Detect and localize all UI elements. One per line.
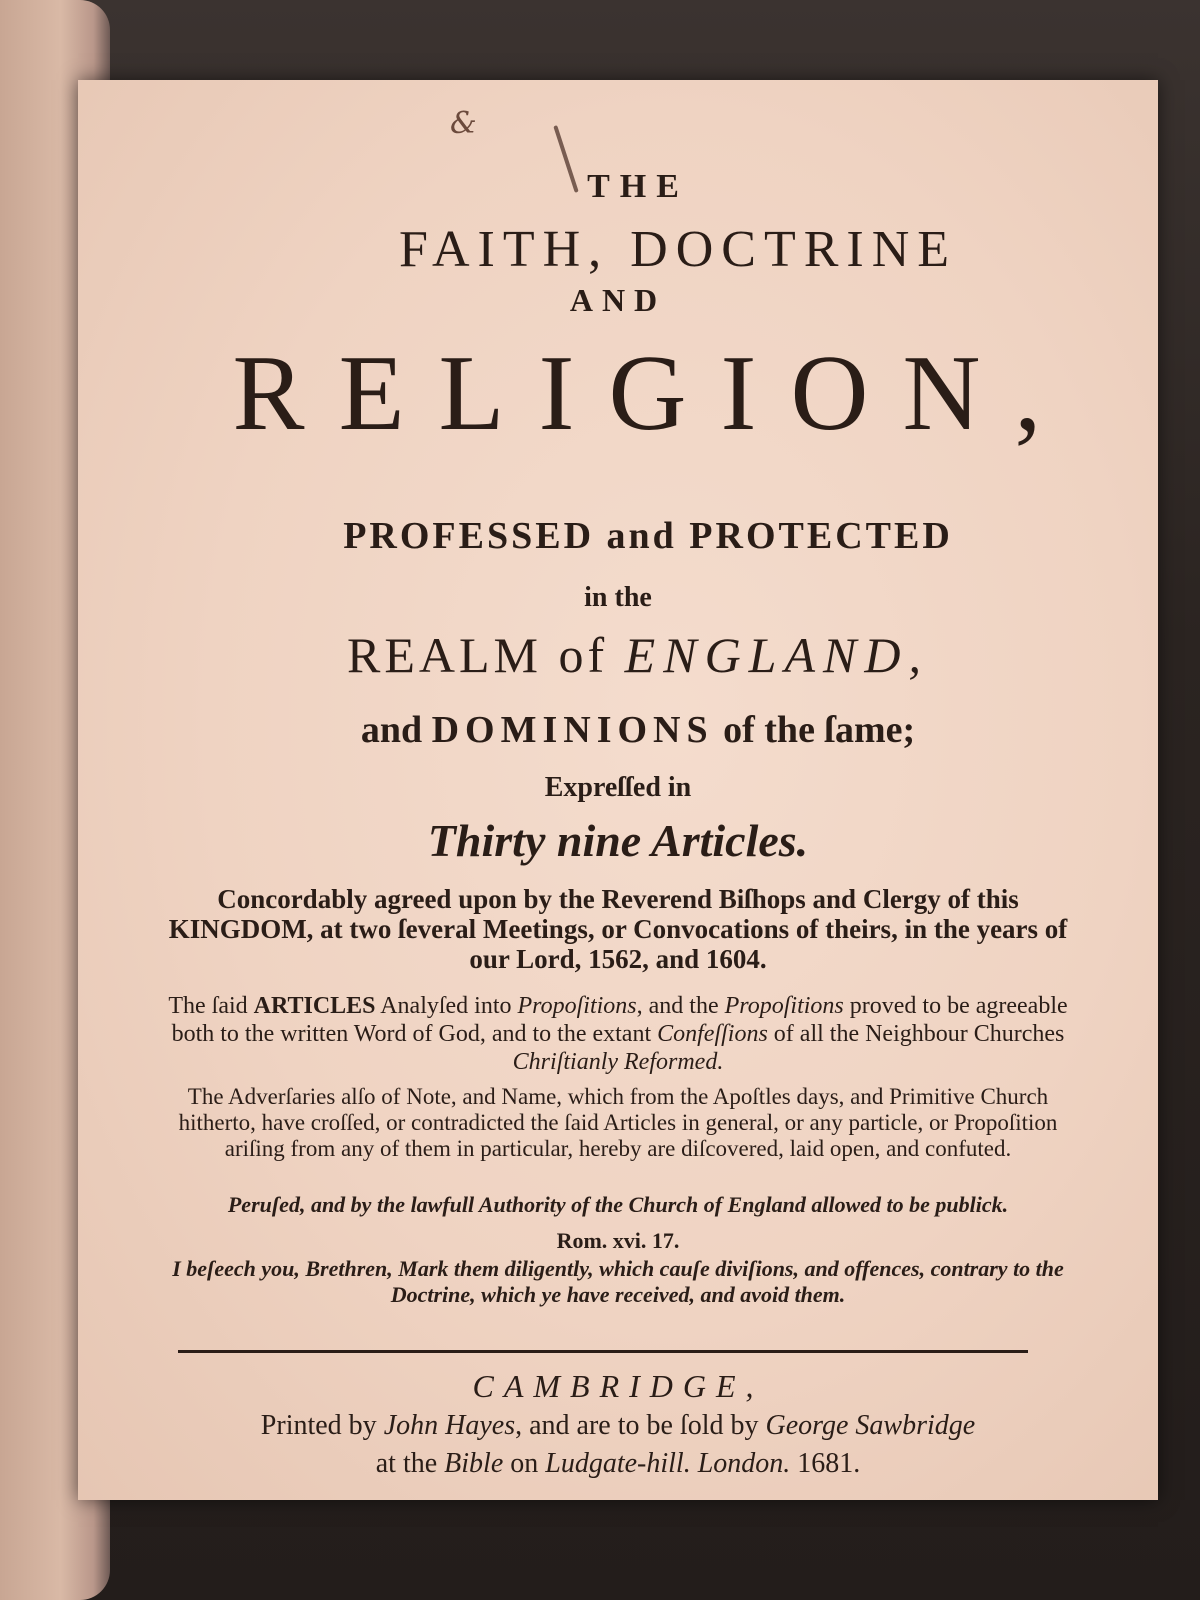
articles-word: ARTICLES — [253, 993, 376, 1019]
handwritten-mark: & — [450, 106, 477, 141]
articles-text-1: The ſaid — [168, 993, 254, 1019]
printer-name: John Hayes — [383, 1410, 516, 1441]
bible-sign: Bible — [444, 1448, 504, 1479]
imprint-year: 1681. — [790, 1448, 861, 1479]
articles-text-5: of all the Neighbour Churches — [767, 1021, 1065, 1047]
title-expressed-in: Expreſſed in — [544, 772, 692, 803]
title-the: THE — [587, 168, 689, 205]
realm-prefix: REALM of — [347, 627, 625, 683]
printed-text-2: , and are to be ſold by — [515, 1410, 766, 1441]
articles-text-2: Analyſed into — [375, 993, 518, 1019]
title-page — [78, 80, 1158, 1500]
line-perused: Peruſed, and by the lawfull Authority of the Church of England allowed to be publick. — [227, 1192, 1009, 1217]
title-thirty-nine: Thirty nine Articles. — [427, 815, 809, 866]
title-dominions — [78, 708, 1158, 752]
ludgate-hill: Ludgate-hill. London. — [545, 1448, 791, 1479]
paragraph-adversaries: The Adverſaries alſo of Note, and Name, which from the Apoſtles days, and Primitive Church hitherto, have croſſed, or contradicted the ſaid Articles in general, or any particle, or Propoſition ariſing from any of them in particular, hereby are diſcovered, laid open, and confuted. — [178, 1084, 1058, 1161]
divider-rule — [178, 1350, 1028, 1353]
scripture-quote: I beſeech you, Brethren, Mark them diligently, which cauſe diviſions, and offences, contrary to the Doctrine, which ye have received, and avoid them. — [172, 1256, 1064, 1307]
propositions-word-2: Propoſitions — [724, 993, 844, 1019]
title-realm — [78, 626, 1158, 684]
at-text-2: on — [503, 1448, 546, 1479]
imprint-location — [78, 1448, 1158, 1480]
bookseller-name: George Sawbridge — [765, 1410, 976, 1441]
confessions-word: Confeſſions — [657, 1021, 768, 1047]
paragraph-articles — [158, 992, 1078, 1076]
dominions-word: DOMINIONS — [431, 709, 714, 751]
scripture-reference: Rom. xvi. 17. — [556, 1228, 680, 1253]
title-professed: PROFESSED and PROTECTED — [343, 515, 953, 557]
title-in-the: in the — [584, 582, 652, 613]
christianly-reformed: Chriſtianly Reformed. — [512, 1049, 724, 1075]
dominions-prefix: and — [360, 709, 432, 751]
england-word: ENGLAND, — [624, 627, 929, 683]
dominions-suffix: of the ſame; — [713, 709, 916, 751]
propositions-word-1: Propoſitions — [517, 993, 637, 1019]
title-religion: RELIGION, — [232, 334, 1076, 453]
imprint-printed-by — [78, 1410, 1158, 1442]
articles-text-3: , and the — [636, 993, 725, 1019]
printed-text-1: Printed by — [260, 1410, 384, 1441]
at-text-1: at the — [375, 1448, 445, 1479]
title-and: AND — [569, 282, 667, 318]
imprint-cambridge: CAMBRIDGE, — [472, 1368, 764, 1404]
articles-text-4: proved to be agreeable both to the written Word of God, and to the extant — [171, 993, 1068, 1047]
paragraph-concordably: Concordably agreed upon by the Reverend Biſhops and Clergy of this KINGDOM, at two ſeveral Meetings, or Convocations of theirs, in the years of our Lord, 1562, and 1604. — [168, 884, 1068, 974]
title-faith-doctrine: FAITH, DOCTRINE — [398, 221, 958, 278]
